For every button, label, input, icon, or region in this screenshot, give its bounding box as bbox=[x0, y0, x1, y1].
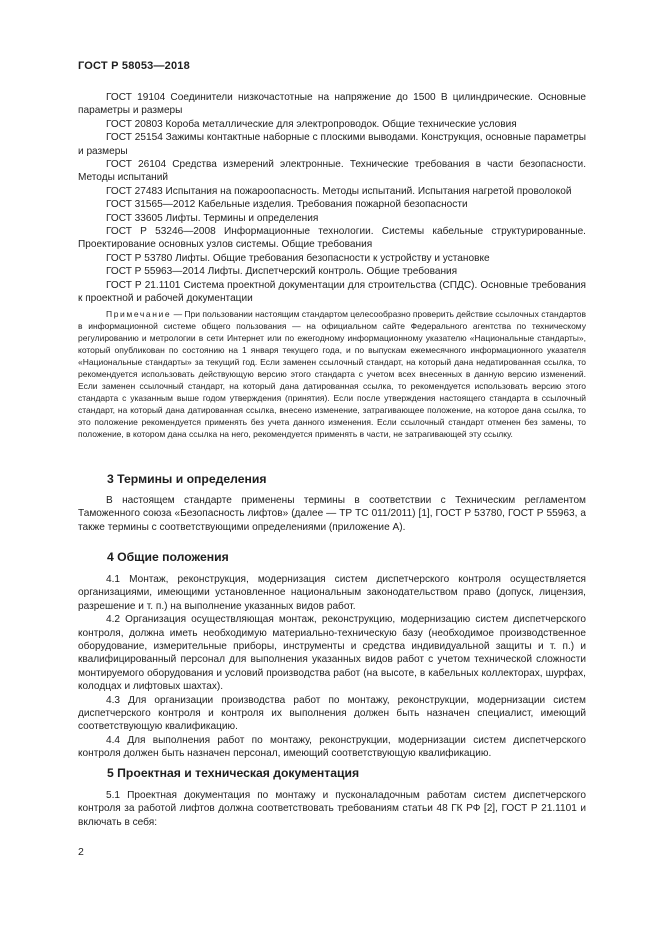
section-4-heading: 4 Общие положения bbox=[107, 550, 229, 564]
note-block bbox=[78, 308, 586, 440]
section-3-heading: 3 Термины и определения bbox=[107, 472, 267, 486]
reference-item: ГОСТ 27483 Испытания на пожароопасность. Методы испытаний. Испытания нагретой проволокой bbox=[106, 185, 572, 197]
reference-item: ГОСТ 25154 Зажимы контактные наборные с плоскими выводами. Конструкция, основные параметры и размеры bbox=[78, 132, 586, 157]
note-paragraph bbox=[78, 308, 586, 440]
reference-item: ГОСТ 31565—2012 Кабельные изделия. Требования пожарной безопасности bbox=[106, 199, 468, 211]
reference-item: ГОСТ Р 55963—2014 Лифты. Диспетчерский контроль. Общие требования bbox=[106, 266, 458, 278]
reference-item: ГОСТ Р 53780 Лифты. Общие требования безопасности к устройству и установке bbox=[106, 252, 490, 264]
reference-item: ГОСТ 20803 Короба металлические для электропроводок. Общие технические условия bbox=[106, 118, 517, 130]
reference-item: ГОСТ 33605 Лифты. Термины и определения bbox=[106, 212, 319, 224]
section-3-body bbox=[78, 494, 586, 534]
note-text: — При пользовании настоящим стандартом целесообразно проверить действие ссылочных стандартов в информационной системе общего пользования — на официальном сайте Федерального агентства по техническому регулированию и метрологии в сети Интернет или по ежегодному информационному указателю «Национальные стандарты», который опубликован по состоянию на 1 января текущего года, и по выпускам ежемесячного информационного указателя «Национальные стандарты» за текущий год. Если заменен ссылочный стандарт, на который дана недатированная ссылка, то рекомендуется использовать действующую версию этого стандарта с учетом всех внесенных в данную версию изменений. Если заменен ссылочный стандарт, на который дана датированная ссылка, то рекомендуется использовать версию этого стандарта с указанным выше годом утверждения (принятия). Если после утверждения настоящего стандарта в ссылочный стандарт, на который дана датированная ссылка, внесено изменение, затрагивающее положение, на которое дана ссылка, то это положение рекомендуется применять без учета данного изменения. Если ссылочный стандарт отменен без замены, то положение, в котором дана ссылка на него, рекомендуется применять в части, не затрагивающей эту ссылку. bbox=[78, 309, 586, 439]
section-4-body bbox=[78, 573, 586, 761]
paragraph: 5.1 Проектная документация по монтажу и пусконаладочным работам систем диспетчерского контроля за работой лифтов должна соответствовать требованиям статьи 48 ГК РФ [2], ГОСТ Р 21.1101 и включать в себя: bbox=[78, 790, 586, 828]
reference-item: ГОСТ Р 53246—2008 Информационные технологии. Системы кабельные структурированные. Проектирование основных узлов системы. Общие требования bbox=[78, 226, 586, 251]
reference-item: ГОСТ 19104 Соединители низкочастотные на напряжение до 1500 В цилиндрические. Основные параметры и размеры bbox=[78, 92, 586, 117]
note-label: Примечание bbox=[106, 309, 172, 319]
reference-item: ГОСТ 26104 Средства измерений электронные. Технические требования в части безопасности. Методы испытаний bbox=[78, 159, 586, 184]
paragraph: В настоящем стандарте применены термины в соответствии с Техническим регламентом Таможенного союза «Безопасность лифтов» (далее — ТР ТС 011/2011) [1], ГОСТ Р 53780, ГОСТ Р 55963, а также термины с соответствующими определениями (приложение А). bbox=[78, 495, 586, 533]
document-header: ГОСТ Р 58053—2018 bbox=[78, 60, 190, 72]
paragraph: 4.3 Для организации производства работ по монтажу, реконструкции, модернизации систем диспетчерского контроля и контроля их выполнения должен быть назначен специалист, имеющий соответствующую квалификацию. bbox=[78, 694, 586, 733]
section-5-heading: 5 Проектная и техническая документация bbox=[107, 766, 360, 780]
paragraph: 4.2 Организация осуществляющая монтаж, реконструкцию, модернизацию систем диспетчерского контроля, должна иметь необходимую материально-техническую базу (необходимое производственное оборудование, измерительные приборы, инструменты и средства индивидуальной защиты и т. п.) и квалифицированный персонал для выполнения указанных видов работ с учетом технической сложности монтируемого оборудования и условий производства работ (на высоте, в кабельных коллекторах, шурфах, колодцах и лифтовых шахтах). bbox=[78, 614, 586, 693]
page-number: 2 bbox=[78, 846, 84, 858]
paragraph: 4.4 Для выполнения работ по монтажу, реконструкции, модернизации систем диспетчерского контроля должен быть назначен персонал, имеющий соответствующую квалификацию. bbox=[78, 734, 586, 760]
normative-references-list bbox=[78, 91, 586, 306]
reference-item: ГОСТ Р 21.1101 Система проектной документации для строительства (СПДС). Основные требования к проектной и рабочей документации bbox=[78, 279, 586, 305]
paragraph: 4.1 Монтаж, реконструкция, модернизация систем диспетчерского контроля осуществляется организациями, имеющими установленное национальным законодательством право (допуск, лицензия, разрешение и т. п.) на выполнение указанных видов работ. bbox=[78, 574, 586, 612]
section-5-body bbox=[78, 789, 586, 829]
